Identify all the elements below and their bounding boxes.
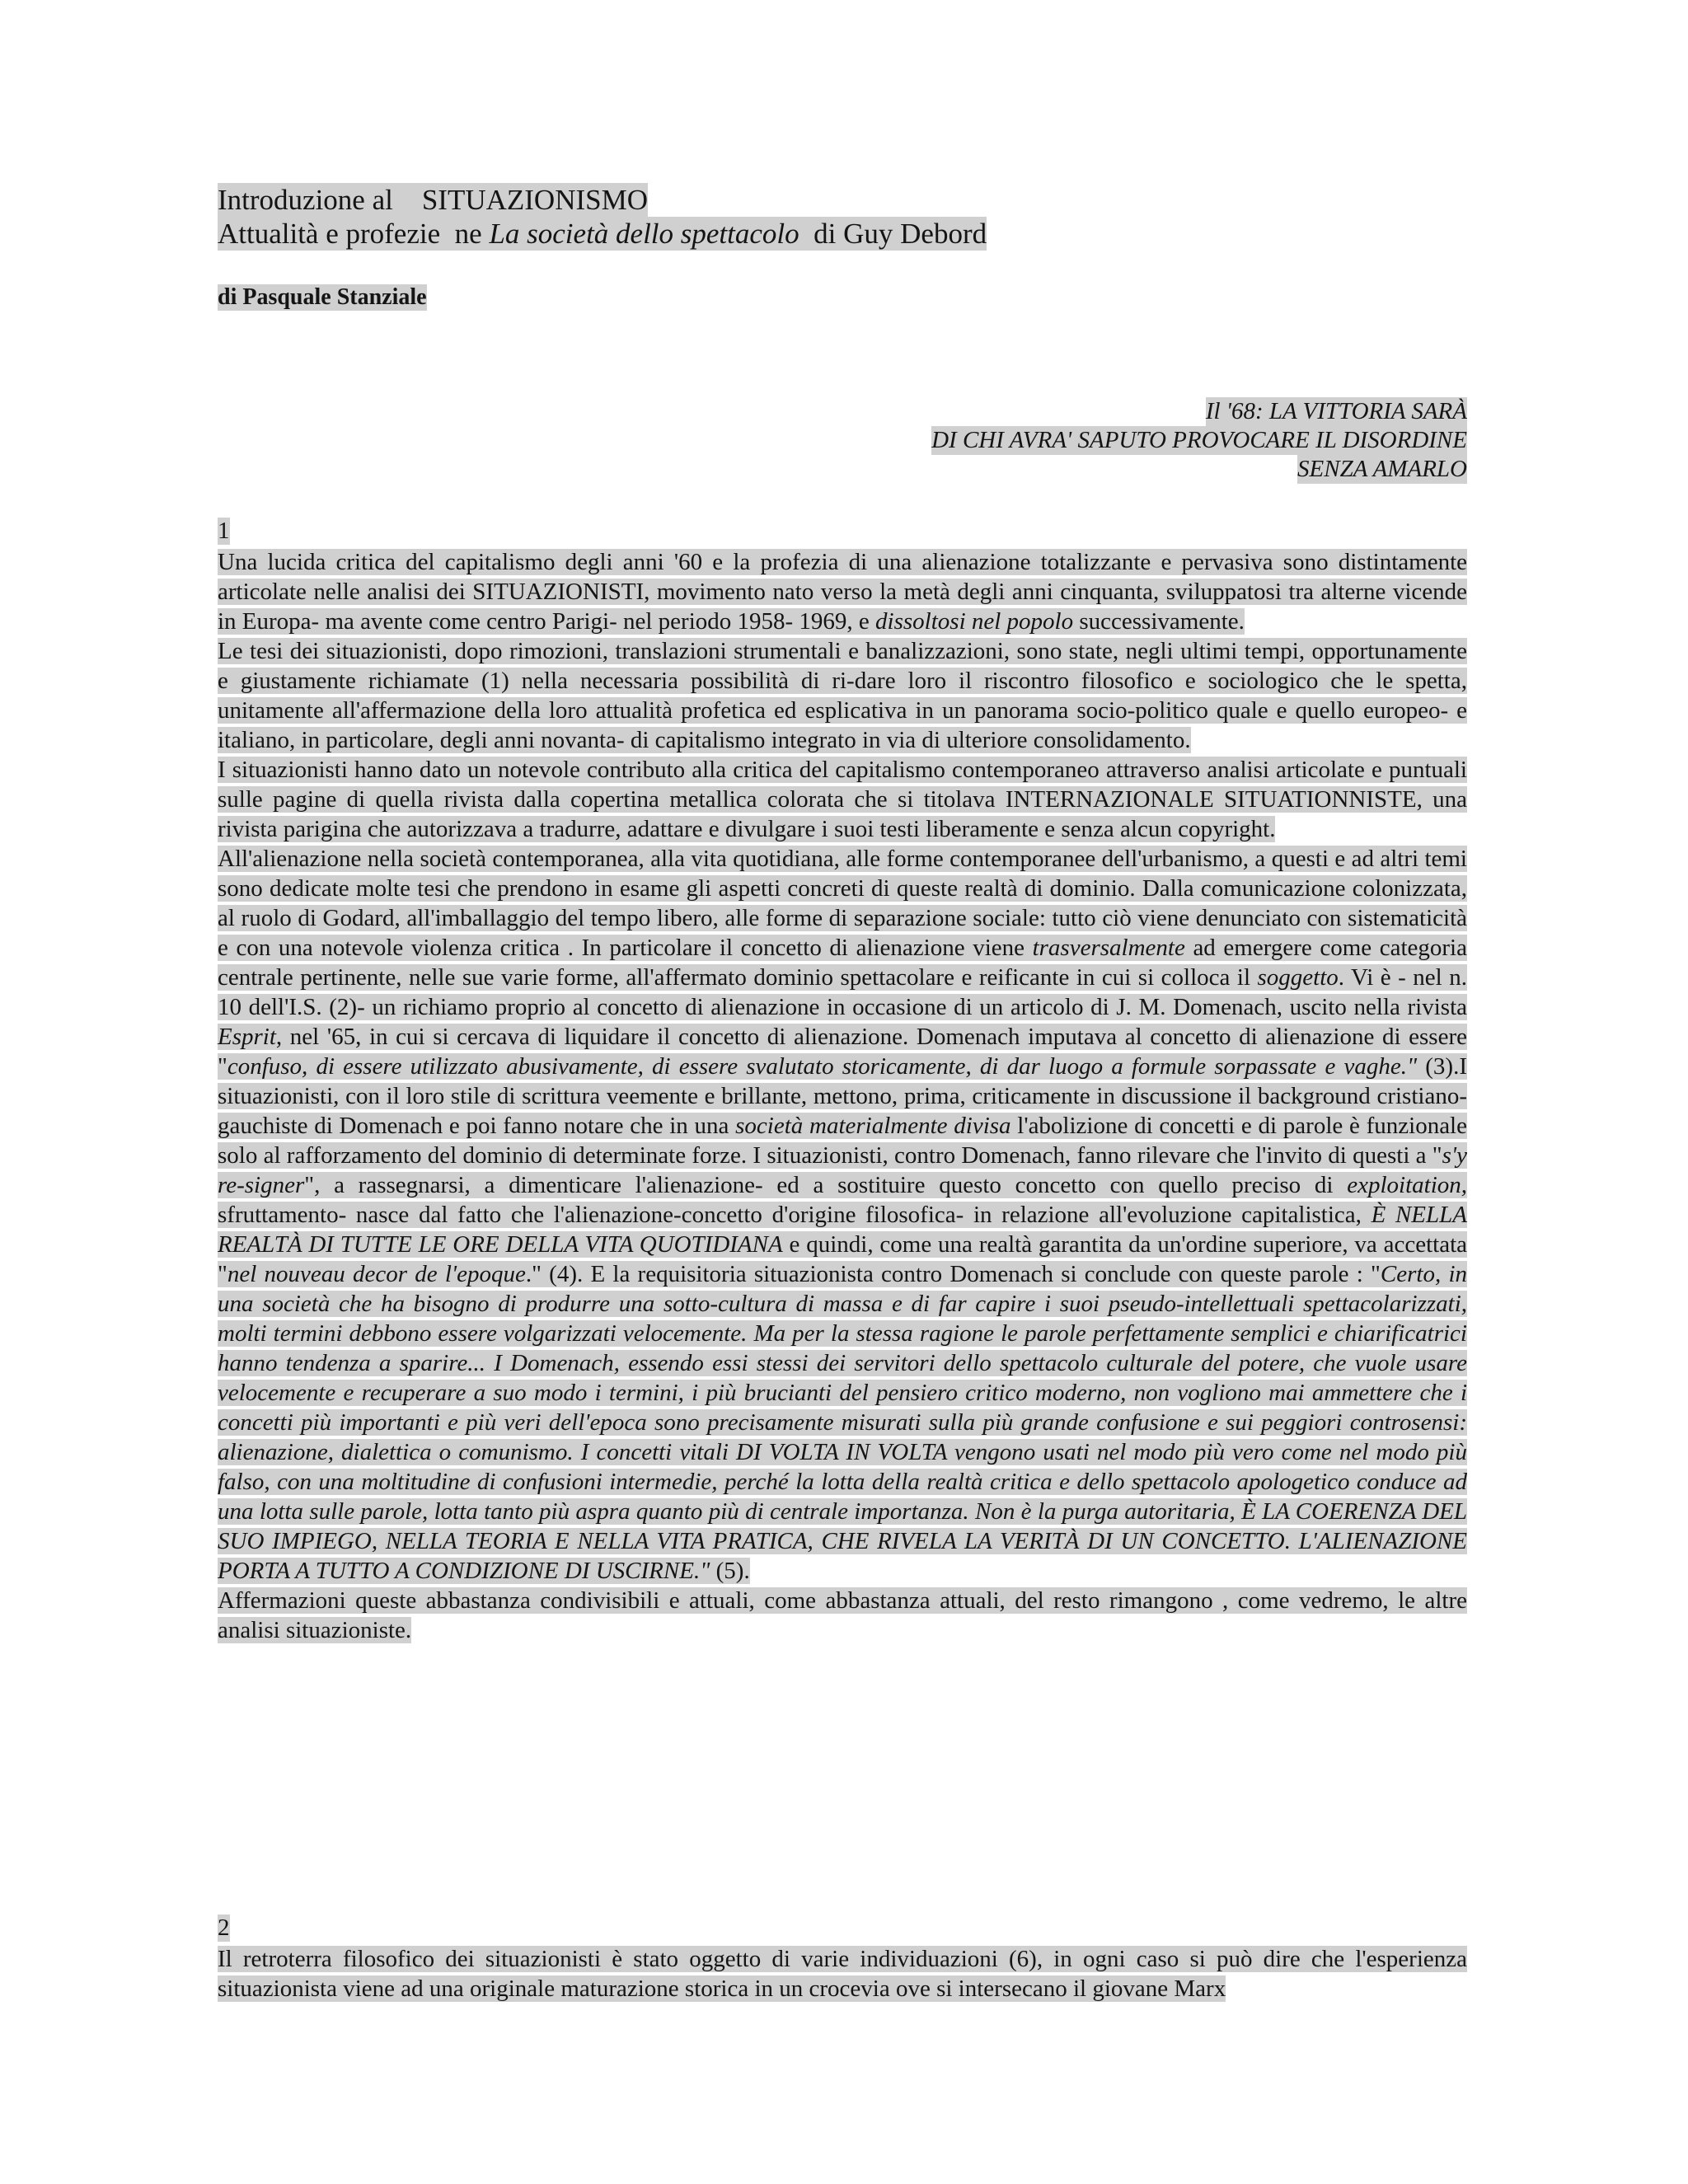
epigraph-line-2: DI CHI AVRA' SAPUTO PROVOCARE IL DISORDINE — [931, 427, 1467, 453]
epigraph-line-1: Il '68: LA VITTORIA SARÀ — [1205, 398, 1467, 424]
book-title: La società dello spettacolo — [489, 218, 799, 250]
document-title — [218, 183, 987, 251]
section-number-2: 2 — [218, 1915, 230, 1941]
section-2-body — [218, 1944, 1467, 2004]
title-line-2-pre: Attualità e profezie ne — [218, 218, 490, 250]
author-byline: di Pasquale Stanziale — [218, 284, 427, 310]
paragraph: Le tesi dei situazionisti, dopo rimozioni, translazioni strumentali e banalizzazioni, sono state, negli ultimi tempi, opportunamente e giustamente richiamate (1) nella necessaria possibilità di ri-dare loro il riscontro filosofico e sociologico che le spetta, unitamente all'affermazione della loro attualità profetica ed esplicativa in un panorama socio-politico quale e quello europeo- e italiano, in particolare, degli anni novanta- di capitalismo integrato in via di ulteriore consolidamento. — [218, 638, 1467, 753]
paragraph: Una lucida critica del capitalismo degli anni '60 e la profezia di una alienazione totalizzante e pervasiva sono distintamente articolate nelle analisi dei SITUAZIONISTI, movimento nato verso la metà degli anni cinquanta, sviluppatosi tra alterne vicende in Europa- ma avente come centro Parigi- nel periodo 1958- 1969, e dissoltosi nel popolo successivamente. — [218, 549, 1467, 635]
title-line-2-post: di Guy Debord — [799, 218, 987, 250]
paragraph: Il retroterra filosofico dei situazionisti è stato oggetto di varie individuazioni (6), in ogni caso si può dire che l'esperienza situazionista viene ad una originale maturazione storica in un crocevia ove si intersecano il giovane Marx — [218, 1946, 1467, 2002]
epigraph-line-3: SENZA AMARLO — [1297, 456, 1467, 482]
paragraph: Affermazioni queste abbastanza condivisibili e attuali, come abbastanza attuali, del resto rimangono , come vedremo, le altre analisi situazioniste. — [218, 1587, 1467, 1643]
section-1-body — [218, 547, 1467, 1645]
epigraph — [931, 397, 1467, 484]
title-line-1: Introduzione al SITUAZIONISMO — [218, 184, 648, 216]
section-number-1: 1 — [218, 518, 230, 544]
paragraph: I situazionisti hanno dato un notevole contributo alla critica del capitalismo contemporaneo attraverso analisi articolate e puntuali sulle pagine di quella rivista dalla copertina metallica colorata che si titolava INTERNAZIONALE SITUATIONNISTE, una rivista parigina che autorizzava a tradurre, adattare e divulgare i suoi testi liberamente e senza alcun copyright. — [218, 757, 1467, 842]
paragraph: All'alienazione nella società contemporanea, alla vita quotidiana, alle forme contemporanee dell'urbanismo, a questi e ad altri temi sono dedicate molte tesi che prendono in esame gli aspetti concreti di queste realtà di dominio. Dalla comunicazione colonizzata, al ruolo di Godard, all'imballaggio del tempo libero, alle forme di separazione sociale: tutto ciò viene denunciato con sistematicità e con una notevole violenza critica . In particolare il concetto di alienazione viene trasversalmente ad emergere come categoria centrale pertinente, nelle sue varie forme, all'affermato dominio spettacolare e reificante in cui si colloca il soggetto. Vi è - nel n. 10 dell'I.S. (2)- un richiamo proprio al concetto di alienazione in occasione di un articolo di J. M. Domenach, uscito nella rivista Esprit, nel '65, in cui si cercava di liquidare il concetto di alienazione. Domenach imputava al concetto di alienazione di essere "confuso, di essere utilizzato abusivamente, di essere svalutato storicamente, di dar luogo a formule sorpassate e vaghe." (3).I situazionisti, con il loro stile di scrittura veemente e brillante, mettono, prima, criticamente in discussione il background cristiano-gauchiste di Domenach e poi fanno notare che in una società materialmente divisa l'abolizione di concetti e di parole è funzionale solo al rafforzamento del dominio di determinate forze. I situazionisti, contro Domenach, fanno rilevare che l'invito di questi a "s'y re-signer", a rassegnarsi, a dimenticare l'alienazione- ed a sostituire questo concetto con quello preciso di exploitation, sfruttamento- nasce dal fatto che l'alienazione-concetto d'origine filosofica- in relazione all'evoluzione capitalistica, È NELLA REALTÀ DI TUTTE LE ORE DELLA VITA QUOTIDIANA e quindi, come una realtà garantita da un'ordine superiore, va accettata "nel nouveau decor de l'epoque." (4). E la requisitoria situazionista contro Domenach si conclude con queste parole : "Certo, in una società che ha bisogno di produrre una sotto-cultura di massa e di far capire i suoi pseudo-intellettuali spettacolarizzati, molti termini debbono essere volgarizzati velocemente. Ma per la stessa ragione le parole perfettamente semplici e chiarificatrici hanno tendenza a sparire... I Domenach, essendo essi stessi dei servitori dello spettacolo culturale del potere, che vuole usare velocemente e recuperare a suo modo i termini, i più brucianti del pensiero critico moderno, non vogliono mai ammettere che i concetti più importanti e più veri dell'epoca sono precisamente misurati sulla più grande confusione e sui peggiori controsensi: alienazione, dialettica o comunismo. I concetti vitali DI VOLTA IN VOLTA vengono usati nel modo più vero come nel modo più falso, con una moltitudine di confusioni intermedie, perché la lotta della realtà critica e dello spettacolo apologetico conduce ad una lotta sulle parole, lotta tanto più aspra quanto più di centrale importanza. Non è la purga autoritaria, È LA COERENZA DEL SUO IMPIEGO, NELLA TEORIA E NELLA VITA PRATICA, CHE RIVELA LA VERITÀ DI UN CONCETTO. L'ALIENAZIONE PORTA A TUTTO A CONDIZIONE DI USCIRNE." (5). — [218, 846, 1467, 1584]
title-line-2 — [218, 217, 987, 251]
